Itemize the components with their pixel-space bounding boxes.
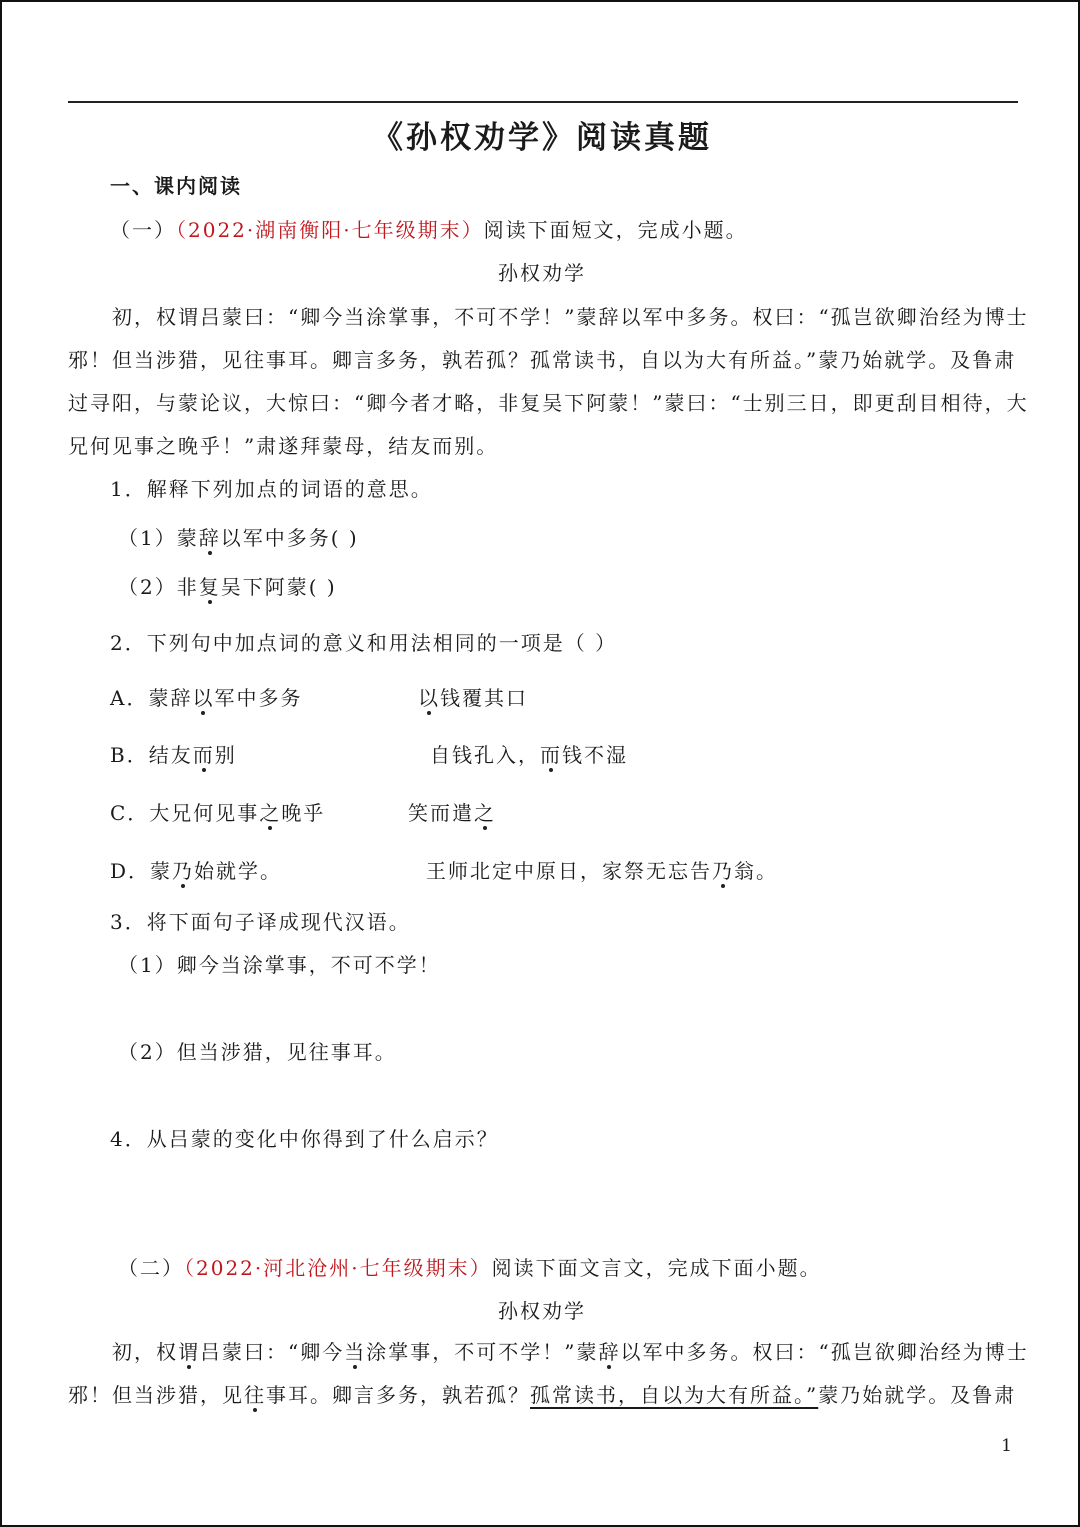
part2-passage-line	[68, 1379, 1016, 1408]
dotted-word: 乃	[172, 859, 195, 883]
question-2: 2．下列句中加点词的意义和用法相同的一项是（ ）	[110, 631, 618, 655]
question-3-2: （2）但当涉猎，见往事耳。	[118, 1040, 397, 1064]
text: 王师北定中原日，家祭无忘告	[426, 859, 712, 883]
page-title: 《孙权劝学》阅读真题	[372, 120, 712, 156]
dotted-word: 复	[198, 575, 221, 599]
part1-label: （一）	[110, 218, 176, 242]
dotted-word: 以	[192, 686, 215, 710]
part1-source: （2022·湖南衡阳·七年级期末）	[176, 218, 484, 242]
section-heading: 一、课内阅读	[110, 174, 242, 198]
part2-heading	[118, 1252, 822, 1281]
dotted-word: 辞	[198, 526, 221, 550]
dotted-word: 以	[418, 686, 440, 710]
option-b-right	[430, 739, 628, 768]
dotted-word: 辞	[598, 1340, 621, 1364]
text: 涂掌事，不可不学！”蒙	[366, 1340, 599, 1364]
question-3-1: （1）卿今当涂掌事，不可不学！	[118, 953, 441, 977]
dotted-word: 而	[540, 743, 562, 767]
part2-label: （二）	[118, 1256, 184, 1280]
option-a-left	[110, 682, 302, 711]
text: （2）非	[118, 575, 199, 599]
underlined-sentence: 孤常读书，自以为大有所益。”	[530, 1383, 819, 1407]
dotted-word: 谓	[178, 1340, 200, 1364]
text: 笑而遣	[408, 801, 474, 825]
page-number: 1	[1001, 1436, 1012, 1456]
text: 邪！但当涉猎，见	[68, 1383, 244, 1407]
dotted-word: 之	[259, 801, 282, 825]
text: 晚乎	[281, 801, 326, 825]
text: （1）蒙	[118, 526, 199, 550]
dotted-word: 乃	[712, 859, 734, 883]
text: D．蒙	[110, 859, 173, 883]
text: 事耳。卿言多务，孰若孤？	[266, 1383, 530, 1407]
text: 翁。	[734, 859, 778, 883]
text: 钱不湿	[562, 743, 628, 767]
header-rule	[68, 101, 1018, 103]
part2-instruction: 阅读下面文言文，完成下面小题。	[491, 1256, 822, 1280]
option-a-right	[418, 682, 528, 711]
part1-instruction: 阅读下面短文，完成小题。	[483, 218, 748, 242]
text: 以军中多务( )	[220, 526, 359, 550]
part1-passage-line: 过寻阳，与蒙论议，大惊曰：“卿今者才略，非复吴下阿蒙！”蒙曰：“士别三日，即更刮目相待，大	[68, 391, 1029, 415]
text: 吴下阿蒙( )	[220, 575, 337, 599]
question-3: 3．将下面句子译成现代汉语。	[110, 910, 411, 934]
option-b-left	[110, 739, 237, 768]
text: 钱覆其口	[440, 686, 528, 710]
text: C．大兄何见事	[110, 801, 260, 825]
text: A．蒙辞	[110, 686, 193, 710]
question-4: 4．从吕蒙的变化中你得到了什么启示？	[110, 1127, 499, 1151]
text: 初，权	[112, 1340, 178, 1364]
text: 以军中多务。权曰：“孤岂欲卿治经为博士	[620, 1340, 1029, 1364]
dotted-word: 之	[474, 801, 496, 825]
text: 始就学。	[194, 859, 283, 883]
option-c-left	[110, 797, 325, 826]
text: 蒙乃始就学。及鲁肃	[818, 1383, 1017, 1407]
option-c-right	[408, 797, 496, 826]
question-1-1	[118, 522, 359, 551]
text: 军中多务	[214, 686, 303, 710]
part1-passage-line: 初，权谓吕蒙曰：“卿今当涂掌事，不可不学！”蒙辞以军中多务。权曰：“孤岂欲卿治经为博士	[112, 305, 1029, 329]
option-d-right	[426, 855, 778, 884]
dotted-word: 当	[344, 1340, 367, 1364]
part2-passage-title: 孙权劝学	[498, 1299, 586, 1323]
dotted-word: 而	[192, 743, 215, 767]
part2-source: （2022·河北沧州·七年级期末）	[184, 1256, 492, 1280]
part1-heading	[110, 214, 748, 243]
part1-passage-line: 兄何见事之晚乎！”肃遂拜蒙母，结友而别。	[68, 434, 499, 458]
question-1-2	[118, 571, 337, 600]
question-1: 1．解释下列加点的词语的意思。	[110, 477, 433, 501]
option-d-left	[110, 855, 282, 884]
part1-passage-line: 邪！但当涉猎，见往事耳。卿言多务，孰若孤？孤常读书，自以为大有所益。”蒙乃始就学。及鲁肃	[68, 348, 1017, 372]
dotted-word: 往	[244, 1383, 266, 1407]
part2-passage-line	[112, 1336, 1029, 1365]
text: 吕蒙曰：“卿今	[200, 1340, 345, 1364]
text: B．结友	[110, 743, 193, 767]
text: 别	[214, 743, 237, 767]
part1-passage-title: 孙权劝学	[498, 261, 586, 285]
text: 自钱孔入，	[430, 743, 540, 767]
